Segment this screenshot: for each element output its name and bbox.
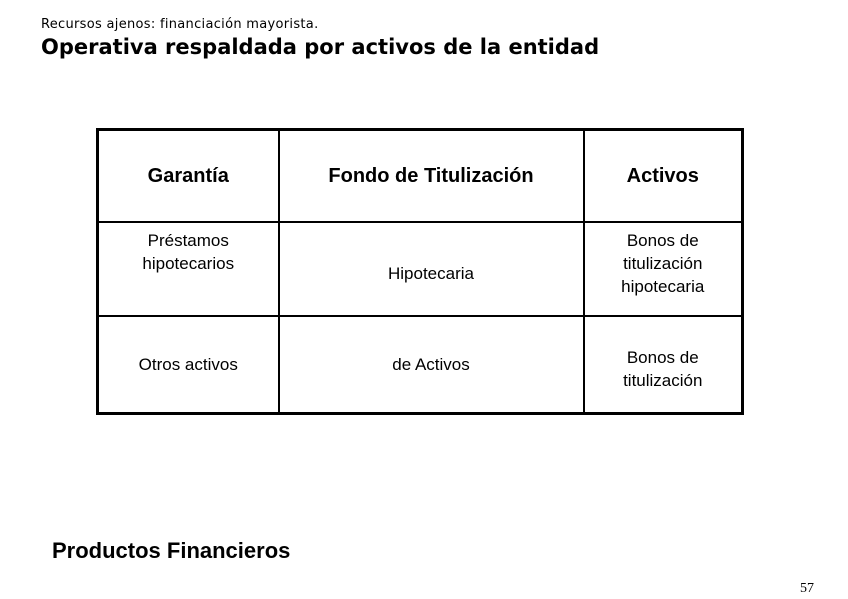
column-header-garantia: Garantía	[98, 130, 279, 223]
page-number: 57	[800, 581, 814, 596]
column-header-fondo: Fondo de Titulización	[279, 130, 584, 223]
cell-activos: Bonos de titulización	[584, 316, 743, 414]
cell-garantia: Otros activos	[98, 316, 279, 414]
slide-subtitle: Recursos ajenos: financiación mayorista.	[41, 17, 319, 32]
cell-fondo: de Activos	[279, 316, 584, 414]
securitization-table	[96, 128, 744, 415]
table-row	[98, 222, 743, 316]
cell-fondo: Hipotecaria	[279, 222, 584, 316]
cell-activos: Bonos de titulización hipotecaria	[584, 222, 743, 316]
table-header-row	[98, 130, 743, 223]
table-row	[98, 316, 743, 414]
slide-title: Operativa respaldada por activos de la entidad	[41, 35, 600, 59]
section-title: Productos Financieros	[52, 538, 291, 563]
column-header-activos: Activos	[584, 130, 743, 223]
cell-garantia: Préstamos hipotecarios	[98, 222, 279, 316]
